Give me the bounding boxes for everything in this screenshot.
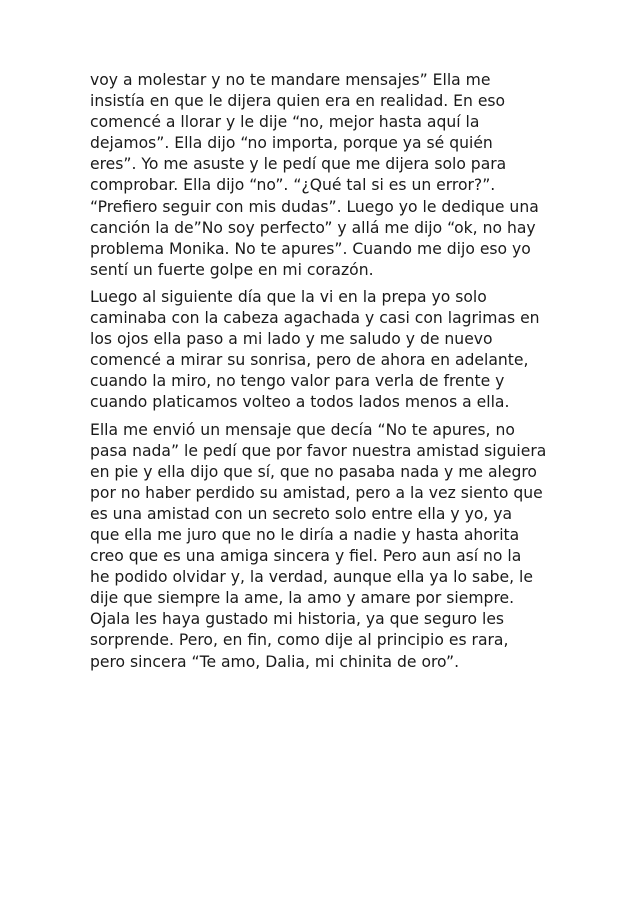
- text-line: insistía en que le dijera quien era en realidad. En eso: [90, 92, 506, 111]
- text-line: he podido olvidar y, la verdad, aunque ella ya lo sabe, le: [90, 568, 533, 587]
- text-line: comprobar. Ella dijo “no”. “¿Qué tal si es un error?”.: [90, 176, 496, 195]
- paragraph: [90, 70, 550, 281]
- text-line: creo que es una amiga sincera y fiel. Pero aun así no la: [90, 547, 522, 566]
- text-line: cuando platicamos volteo a todos lados menos a ella.: [90, 393, 510, 412]
- text-line: dije que siempre la ame, la amo y amare por siempre.: [90, 589, 515, 608]
- text-line: dejamos”. Ella dijo “no importa, porque ya sé quién: [90, 134, 493, 153]
- text-line: que ella me juro que no le diría a nadie y hasta ahorita: [90, 525, 520, 544]
- paragraph: [90, 420, 550, 673]
- paragraph: [90, 287, 550, 414]
- text-line: problema Monika. No te apures”. Cuando me dijo eso yo: [90, 239, 531, 258]
- text-line: cuando la miro, no tengo valor para verla de frente y: [90, 372, 505, 391]
- text-line: Luego al siguiente día que la vi en la prepa yo solo: [90, 287, 487, 306]
- text-line: voy a molestar y no te mandare mensajes” Ella me: [90, 71, 491, 89]
- text-line: canción la de”No soy perfecto” y allá me dijo “ok, no hay: [90, 218, 536, 237]
- text-line: los ojos ella paso a mi lado y me saludo y de nuevo: [90, 330, 493, 349]
- text-line: es una amistad con un secreto solo entre ella y yo, ya: [90, 504, 513, 523]
- text-line: “Prefiero seguir con mis dudas”. Luego yo le dedique una: [90, 197, 539, 216]
- document-body: [90, 70, 550, 679]
- text-line: Ojala les haya gustado mi historia, ya que seguro les: [90, 610, 505, 629]
- text-line: sentí un fuerte golpe en mi corazón.: [90, 260, 374, 279]
- text-line: por no haber perdido su amistad, pero a la vez siento que: [90, 483, 543, 502]
- text-line: pero sincera “Te amo, Dalia, mi chinita de oro”.: [90, 652, 460, 671]
- text-line: caminaba con la cabeza agachada y casi con lagrimas en: [90, 309, 540, 328]
- text-line: pasa nada” le pedí que por favor nuestra amistad siguiera: [90, 441, 547, 460]
- text-line: sorprende. Pero, en fin, como dije al principio es rara,: [90, 631, 509, 650]
- text-line: comencé a mirar su sonrisa, pero de ahora en adelante,: [90, 351, 529, 370]
- text-line: eres”. Yo me asuste y le pedí que me dijera solo para: [90, 155, 507, 174]
- text-line: en pie y ella dijo que sí, que no pasaba nada y me alegro: [90, 462, 537, 481]
- text-line: Ella me envió un mensaje que decía “No te apures, no: [90, 420, 515, 439]
- text-line: comencé a llorar y le dije “no, mejor hasta aquí la: [90, 113, 480, 132]
